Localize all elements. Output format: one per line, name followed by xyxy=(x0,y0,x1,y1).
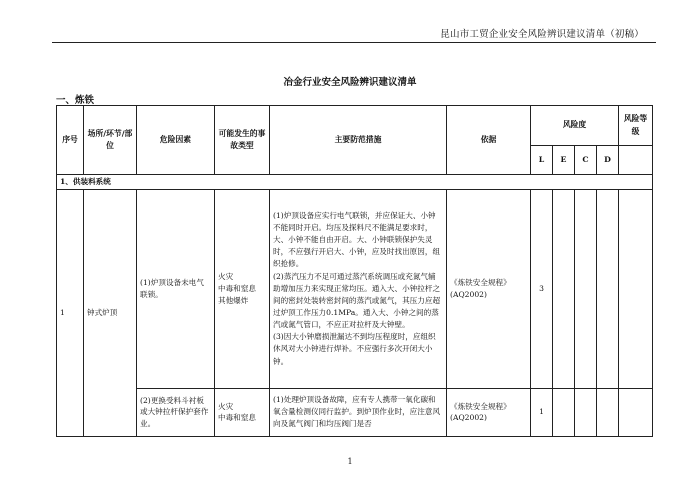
row-D xyxy=(597,189,619,388)
accident-type: 中毒和窒息 xyxy=(218,413,256,423)
subsection-row xyxy=(57,175,653,190)
header-accident: 可能发生的事故类型 xyxy=(215,106,270,175)
row-L: 1 xyxy=(531,388,553,436)
row-measures xyxy=(270,388,447,436)
accident-type: 中毒和窒息 xyxy=(218,283,256,293)
accident-type: 火灾 xyxy=(218,272,234,282)
header-seq: 序号 xyxy=(57,106,84,175)
row-C xyxy=(575,388,597,436)
basis-title: 《炼铁安全规程》 xyxy=(450,278,511,287)
row-E xyxy=(553,189,575,388)
accident-type: 火灾 xyxy=(218,401,234,411)
header-basis: 依据 xyxy=(447,106,531,175)
header-risk-degree: 风险度 xyxy=(531,106,619,146)
row-level xyxy=(619,388,653,436)
row-measures xyxy=(270,189,447,388)
subsection-label: 1、供装料系统 xyxy=(57,175,653,190)
basis-code: (AQ2002) xyxy=(450,289,487,299)
row-basis xyxy=(447,388,531,436)
row-accident xyxy=(215,388,270,436)
measure-item: (2)蒸汽压力不足可通过蒸汽系统调压或充氮气辅助增加压力来实现正常均压。通入大、小钟拉杆之间的密封处装转密封间的蒸汽或氮气，其压力应超过炉顶工作压力0.1MPa。通入大、小钟之间的蒸汽或氮气管口，不应正对拉杆及大钟壁。 xyxy=(273,271,441,330)
document-title: 冶金行业安全风险辨识建议清单 xyxy=(283,77,417,88)
header-D: D xyxy=(597,146,619,175)
table-row xyxy=(57,388,653,436)
row-hazard: (1)炉顶设备未电气联锁。 xyxy=(137,189,215,388)
header-risk-level: 风险等级 xyxy=(619,106,653,146)
row-D xyxy=(597,388,619,436)
header-measures: 主要防范措施 xyxy=(270,106,447,175)
row-E xyxy=(553,388,575,436)
page-number: 1 xyxy=(347,457,353,466)
header-E: E xyxy=(553,146,575,175)
row-level xyxy=(619,189,653,388)
row-hazard: (2)更换受料斗衬板或大钟拉杆保护套作业。 xyxy=(137,388,215,436)
section-heading: 一、炼铁 xyxy=(56,95,95,106)
basis-title: 《炼铁安全规程》 xyxy=(450,401,511,411)
risk-table xyxy=(56,105,653,437)
measure-item: (3)因大小钟磨损泄漏达不到均压程度时，应组织休风对大小钟进行焊补。不应强行多次开闭大小钟。 xyxy=(273,332,436,366)
row-location: 钟式炉顶 xyxy=(84,189,137,436)
measure-item: (1)处理炉顶设备故障，应有专人携带一氧化碳和氧含量检测仪同行监护。到炉顶作业时，应注意风向及氮气阀门和均压阀门是否 xyxy=(273,395,441,429)
row-basis xyxy=(447,189,531,388)
accident-type: 其他爆炸 xyxy=(218,295,249,305)
basis-code: (AQ2002) xyxy=(450,413,487,423)
row-C xyxy=(575,189,597,388)
header-C: C xyxy=(575,146,597,175)
table-header-row xyxy=(57,106,653,146)
header-level-blank xyxy=(619,146,653,175)
header-location: 场所/环节/部位 xyxy=(84,106,137,175)
row-L: 3 xyxy=(531,189,553,388)
row-accident xyxy=(215,189,270,388)
table-row xyxy=(57,189,653,388)
document-header: 昆山市工贸企业安全风险辨识建议清单（初稿） xyxy=(440,29,644,40)
row-seq: 1 xyxy=(57,189,84,436)
measure-item: (1)炉顶设备应实行电气联锁，并应保证大、小钟不能同时开启。均压及探料尺不能满足要求时，大、小钟不能自由开启。大、小钟联锁保护失灵时，不应强行开启大、小钟，应及时找出原因，组织抢修。 xyxy=(273,210,441,269)
header-L: L xyxy=(531,146,553,175)
header-hazard: 危险因素 xyxy=(137,106,215,175)
header-rule xyxy=(52,42,656,43)
